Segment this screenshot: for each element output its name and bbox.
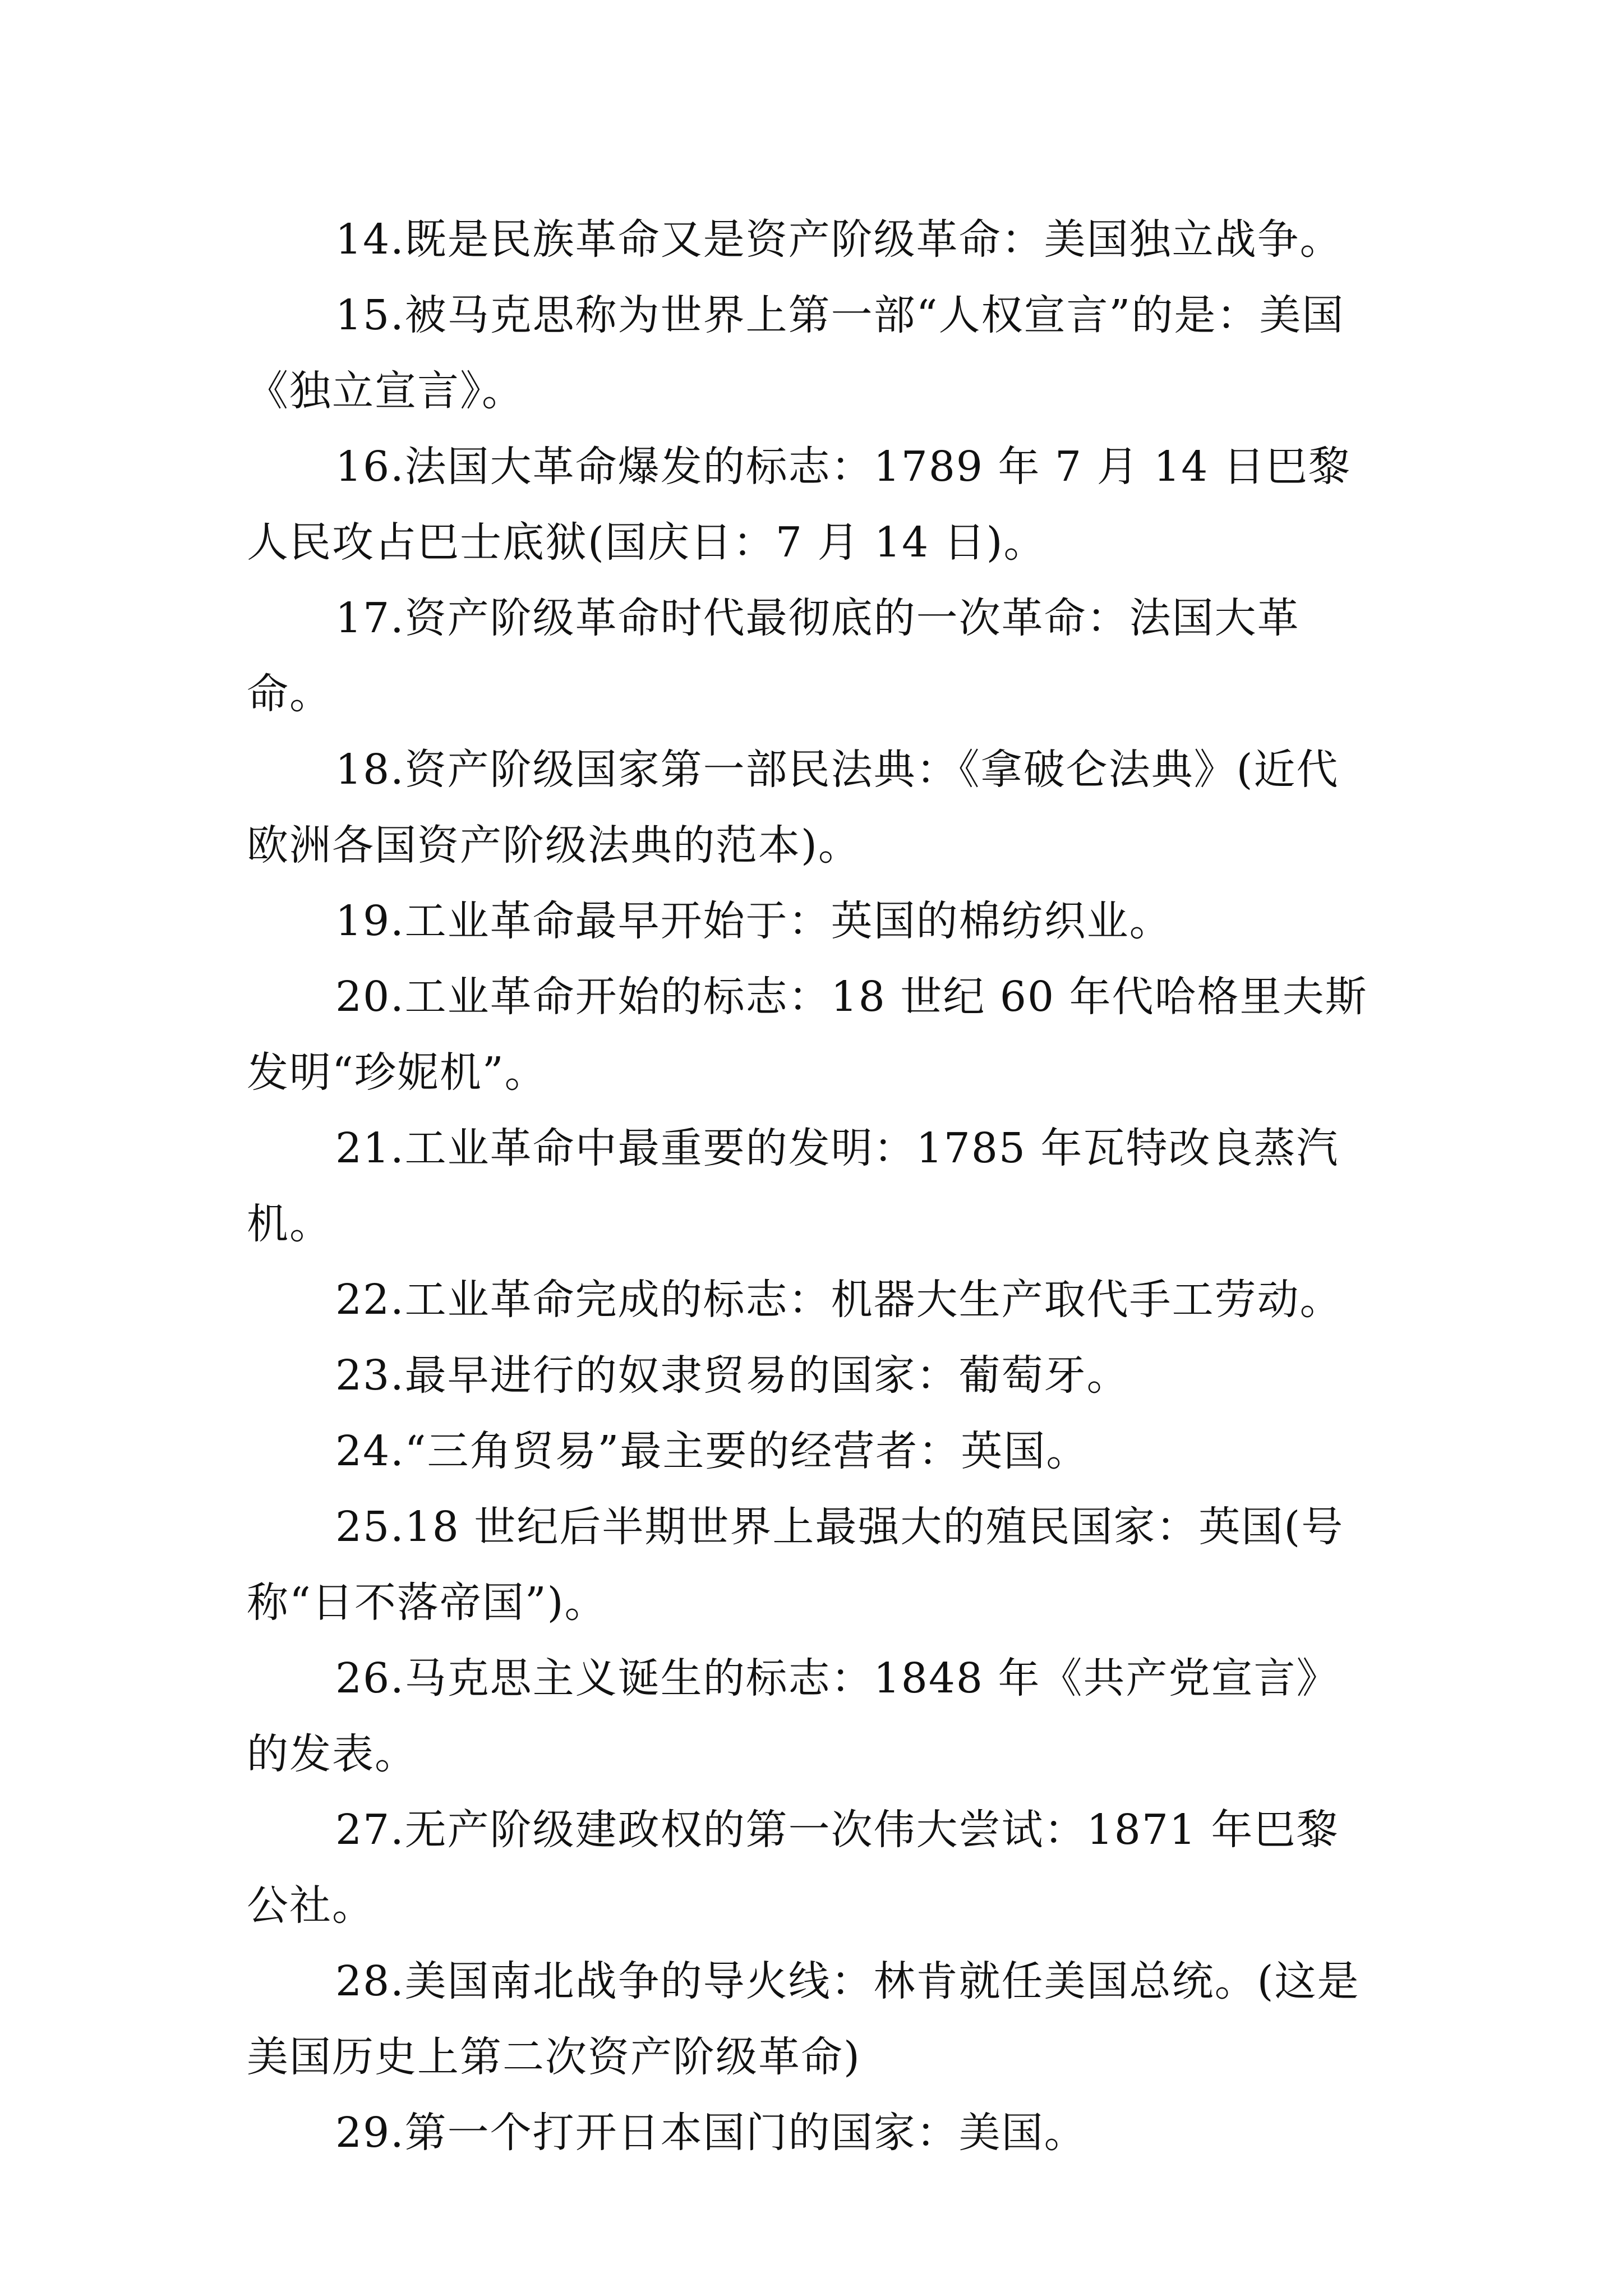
list-item: 20.工业革命开始的标志：18 世纪 60 年代哈格里夫斯发明“珍妮机”。 — [247, 973, 1368, 1097]
list-item: 14.既是民族革命又是资产阶级革命：美国独立战争。 — [335, 215, 1343, 264]
list-item: 17.资产阶级革命时代最彻底的一次革命：法国大革命。 — [247, 594, 1300, 718]
list-item: 28.美国南北战争的导火线：林肯就任美国总统。(这是美国历史上第二次资产阶级革命) — [247, 1957, 1360, 2081]
list-item: 27.无产阶级建政权的第一次伟大尝试：1871 年巴黎公社。 — [247, 1806, 1339, 1930]
list-item: 24.“三角贸易”最主要的经营者：英国。 — [335, 1427, 1089, 1475]
list-item: 18.资产阶级国家第一部民法典：《拿破仑法典》(近代欧洲各国资产阶级法典的范本)。 — [247, 746, 1339, 869]
document-body — [247, 202, 1380, 2171]
list-item: 16.法国大革命爆发的标志：1789 年 7 月 14 日巴黎人民攻占巴士底狱(国庆日：7 月 14 日)。 — [247, 443, 1351, 567]
list-item: 19.工业革命最早开始于：英国的棉纺织业。 — [335, 897, 1172, 945]
list-item: 15.被马克思称为世界上第一部“人权宣言”的是：美国《独立宣言》。 — [247, 291, 1345, 415]
list-item: 21.工业革命中最重要的发明：1785 年瓦特改良蒸汽机。 — [247, 1124, 1339, 1248]
list-item: 23.最早进行的奴隶贸易的国家：葡萄牙。 — [335, 1351, 1129, 1400]
list-item: 26.马克思主义诞生的标志：1848 年《共产党宣言》的发表。 — [247, 1654, 1339, 1778]
list-item: 25.18 世纪后半期世界上最强大的殖民国家：英国(号称“日不落帝国”)。 — [247, 1503, 1344, 1627]
list-item: 22.工业革命完成的标志：机器大生产取代手工劳动。 — [335, 1276, 1343, 1324]
list-item: 29.第一个打开日本国门的国家：美国。 — [335, 2109, 1087, 2157]
